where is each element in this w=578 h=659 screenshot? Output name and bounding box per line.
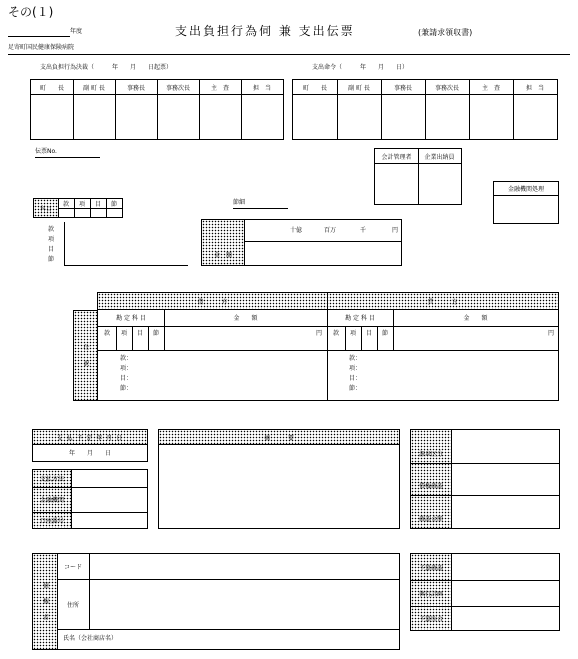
withholding-type-label: 源泉区分 bbox=[418, 451, 443, 458]
credit-amount-label: 金 額 bbox=[463, 315, 488, 322]
payee-name-label: 氏名（会社商店名） bbox=[63, 635, 118, 642]
credit-line-moku: 目： bbox=[349, 375, 362, 382]
review-col-accountant: 会計管理者 bbox=[381, 153, 412, 161]
payee-side-label: 債 権 者 bbox=[41, 581, 49, 622]
unit-thousand: 千 bbox=[360, 227, 367, 234]
execution-plan-label: 執行計画 bbox=[418, 590, 443, 598]
debit-line-kan: 款： bbox=[120, 355, 133, 362]
debit-line-setsu: 節： bbox=[120, 385, 133, 392]
fiscal-year-line bbox=[8, 36, 70, 37]
debt-confirm-label: 債権確認 bbox=[418, 483, 443, 490]
account-code-label: 科目 bbox=[39, 205, 52, 213]
header-rule bbox=[8, 54, 570, 55]
approval-col-mayor: 町 長 bbox=[302, 84, 327, 92]
credit-col-kou: 項 bbox=[349, 329, 356, 337]
bank-processing-label: 金融機関処理 bbox=[507, 186, 544, 193]
kamoku-moku: 目 bbox=[48, 246, 55, 253]
credit-line-setsu: 節： bbox=[349, 385, 362, 392]
approval-col-director: 事務長 bbox=[393, 84, 412, 92]
approval-col-deputy-director: 事務次長 bbox=[434, 84, 459, 92]
page-title: 支出負担行為伺 兼 支出伝票 bbox=[175, 24, 355, 38]
ledger-table bbox=[97, 292, 559, 401]
ledger-side-label: 仕 訳 bbox=[82, 343, 89, 368]
unit-billion: 十億 bbox=[290, 227, 303, 234]
bank-label: 金融機関 bbox=[39, 497, 64, 504]
kamoku-kou: 項 bbox=[48, 236, 55, 243]
debit-amount-label: 金 額 bbox=[233, 315, 258, 322]
amount-label: 金 額 bbox=[213, 252, 232, 259]
fiscal-year-label: 年度 bbox=[70, 28, 83, 35]
credit-title: 貸 方 bbox=[427, 298, 458, 306]
payee-code-label: コード bbox=[63, 564, 82, 571]
approval-col-staff: 担 当 bbox=[252, 84, 271, 92]
approval-col-staff: 担 当 bbox=[525, 84, 544, 92]
debit-title: 借 方 bbox=[197, 298, 228, 306]
summary-label: 摘 要 bbox=[263, 434, 294, 442]
payee-address-label: 住所 bbox=[66, 601, 79, 609]
credit-col-setsu: 節 bbox=[381, 329, 388, 337]
review-box bbox=[374, 148, 462, 205]
ledger-side-panel bbox=[73, 310, 98, 401]
approval-right-grid bbox=[292, 79, 558, 140]
debit-subject-label: 勘 定 科 目 bbox=[116, 315, 146, 322]
budget-match-label: 予算照合 bbox=[418, 615, 443, 623]
credit-col-kan: 款 bbox=[332, 329, 339, 337]
payment-date-label: 支 払 予 定 年 月 日 bbox=[56, 434, 124, 442]
debit-line-moku: 目： bbox=[120, 375, 133, 382]
approval-col-chief: 主 査 bbox=[481, 84, 500, 92]
review-col-cashier: 企業出納員 bbox=[424, 153, 455, 161]
account-col-moku: 目 bbox=[94, 201, 101, 208]
approval-col-deputy-director: 事務次長 bbox=[165, 84, 190, 92]
page-subtitle: (兼請求領収書) bbox=[418, 28, 473, 37]
budget-confirm-label: 予算確認 bbox=[418, 564, 443, 572]
organization-name: 足寄町国民健康保険病院 bbox=[8, 44, 75, 51]
account-code-box bbox=[33, 198, 123, 218]
debit-col-kan: 款 bbox=[103, 329, 110, 337]
debit-col-kou: 項 bbox=[120, 329, 127, 337]
confirmed-amount-label: 確認金額 bbox=[418, 516, 443, 523]
approval-right-label: 支出命令（ 年 月 日） bbox=[312, 64, 409, 71]
unit-yen: 円 bbox=[392, 227, 399, 234]
kamoku-kan: 款 bbox=[48, 226, 55, 233]
payment-method-box bbox=[32, 469, 148, 529]
debit-line-kou: 項： bbox=[120, 365, 133, 372]
approval-col-deputy-mayor: 副 町 長 bbox=[83, 84, 105, 92]
credit-subject-label: 勘 定 科 目 bbox=[345, 315, 375, 322]
bank-processing-box bbox=[493, 181, 559, 224]
account-col-setsu: 節 bbox=[110, 201, 117, 208]
approval-left-grid bbox=[30, 79, 284, 140]
approval-col-chief: 主 査 bbox=[210, 84, 229, 92]
approval-col-director: 事務長 bbox=[126, 84, 145, 92]
credit-col-moku: 目 bbox=[365, 329, 372, 337]
payment-date-placeholder: 年 月 日 bbox=[68, 450, 111, 457]
unit-million: 百万 bbox=[324, 227, 337, 234]
payee-box bbox=[32, 553, 400, 650]
form-number: その(１) bbox=[8, 5, 54, 19]
withholding-box bbox=[410, 429, 560, 529]
kamoku-setsu: 節 bbox=[48, 256, 55, 263]
credit-line-kou: 項： bbox=[349, 365, 362, 372]
payment-date-box bbox=[32, 429, 148, 462]
debit-yen: 円 bbox=[316, 330, 323, 337]
detail-label: 節細 bbox=[233, 199, 246, 206]
kamoku-underline bbox=[64, 265, 188, 266]
debit-col-moku: 目 bbox=[136, 329, 143, 337]
summary-box bbox=[158, 429, 400, 529]
account-col-kan: 款 bbox=[62, 201, 69, 208]
voucher-number-label: 伝票No. bbox=[35, 148, 57, 155]
account-number-label: 口座番号 bbox=[39, 517, 64, 525]
budget-check-box bbox=[410, 553, 560, 631]
credit-yen: 円 bbox=[548, 330, 555, 337]
voucher-number-line bbox=[35, 157, 100, 158]
approval-col-deputy-mayor: 副 町 長 bbox=[348, 84, 370, 92]
credit-line-kan: 款： bbox=[349, 355, 362, 362]
approval-left-label: 支出負担行為決裁（ 年 月 日起票） bbox=[40, 64, 173, 71]
payment-method-label: 支払方法 bbox=[39, 476, 64, 483]
debit-col-setsu: 節 bbox=[152, 329, 159, 337]
amount-box bbox=[201, 219, 402, 266]
account-col-kou: 項 bbox=[78, 201, 85, 208]
approval-col-mayor: 町 長 bbox=[39, 84, 64, 92]
